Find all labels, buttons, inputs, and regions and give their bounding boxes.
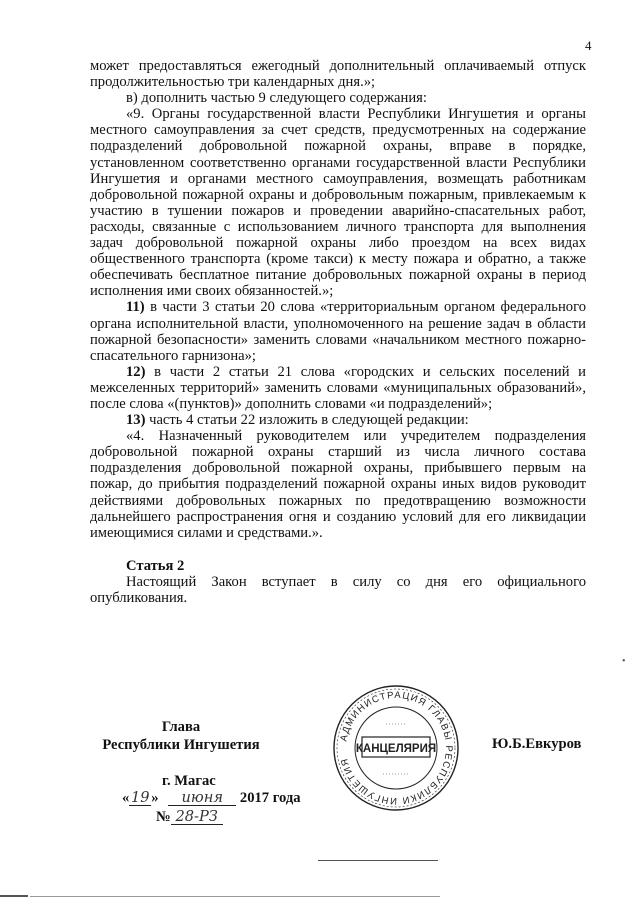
signing-date [122, 790, 301, 807]
law-number-value: 28-РЗ [171, 810, 223, 825]
body-paragraph [90, 58, 586, 90]
law-number [156, 809, 223, 826]
item-number: 12) [126, 363, 146, 380]
document-body [90, 58, 586, 606]
edge-mark-left [0, 895, 28, 897]
official-stamp [328, 680, 464, 816]
paragraph-text: может предоставляться ежегодный дополнительный оплачиваемый отпуск продолжительностью три календарных дня.»; [90, 58, 586, 91]
stamp-ring-text: АДМИНИСТРАЦИЯ ГЛАВЫ РЕСПУБЛИКИ ИНГУШЕТИЯ [338, 689, 455, 807]
body-paragraph [90, 299, 586, 363]
date-day: 19 [131, 789, 150, 806]
law-number-prefix: № [156, 809, 171, 825]
item-number: 13) [126, 412, 146, 429]
footer-rule [318, 860, 438, 861]
date-close-quote: » [151, 790, 159, 806]
signatory-title [92, 718, 270, 754]
body-paragraph [90, 90, 586, 106]
signatory-name: Ю.Б.Евкуров [492, 736, 582, 752]
article-heading: Статья 2 [126, 557, 185, 574]
margin-mark: • [622, 656, 626, 667]
signatory-title-line2: Республики Ингушетия [102, 737, 260, 753]
page-number: 4 [585, 38, 592, 53]
body-paragraph [90, 428, 586, 541]
body-paragraph [90, 412, 586, 428]
item-number: 11) [126, 299, 145, 316]
paragraph-text: «4. Назначенный руководителем или учредителем подразделения добровольной пожарной охраны старший из числа личного состава подразделения добровольной пожарной охраны, прибывшего первым на пожар, до прибытия подразделений пожарной охраны иных видов руководит действиями добровольных пожарных по предотвращению возможности дальнейшего распространения огня и созданию условий для его ликвидации имеющимися силами и средствами.». [90, 428, 586, 541]
body-paragraph [90, 364, 586, 412]
date-year: 2017 года [239, 790, 301, 806]
body-paragraph [90, 106, 586, 299]
paragraph-text: в) дополнить частью 9 следующего содержания: [126, 90, 427, 107]
article-text: Настоящий Закон вступает в силу со дня его официального опубликования. [90, 573, 586, 606]
edge-rule-bottom [30, 896, 440, 897]
date-month: июня [168, 791, 236, 806]
stamp-center-text: КАНЦЕЛЯРИЯ [355, 743, 437, 755]
paragraph-text: «9. Органы государственной власти Республики Ингушетия и органы местного самоуправления за счет средств, предусмотренных на содержание подразделений добровольной пожарной охраны, вправе в порядке, установленном соответственно органами государственной власти Республики Ингушетия и органами местного самоуправления, возмещать работникам добровольной пожарной охраны и добровольным пожарным, привлекаемым к участию в тушении пожаров и проведении аварийно-спасательных работ, расходы, связанные с использованием личного транспорта для выполнения задач добровольной пожарной охраны либо проездом на всех видах общественного транспорта (кроме такси) к месту пожара и обратно, а также обеспечивать бесплатное питание добровольных пожарной охраны в период исполнения ими своих обязанностей.»; [90, 106, 586, 300]
paragraph-text: в части 3 статьи 20 слова «территориальным органом федерального органа исполнительной власти, уполномоченного на решение задач в области пожарной безопасности» заменить словами «начальником местного пожарно-спасательного гарнизона»; [90, 299, 586, 364]
paragraph-text: в части 2 статьи 21 слова «городских и сельских поселений и межселенных территорий» заменить словами «муниципальных образований», после слова «(пунктов)» дополнить словами «и подразделений»; [90, 363, 586, 412]
signatory-title-line1: Глава [161, 719, 201, 735]
signing-place: г. Магас [162, 773, 216, 789]
paragraph-text: часть 4 статьи 22 изложить в следующей редакции: [145, 412, 469, 429]
date-open-quote: « [122, 790, 130, 806]
